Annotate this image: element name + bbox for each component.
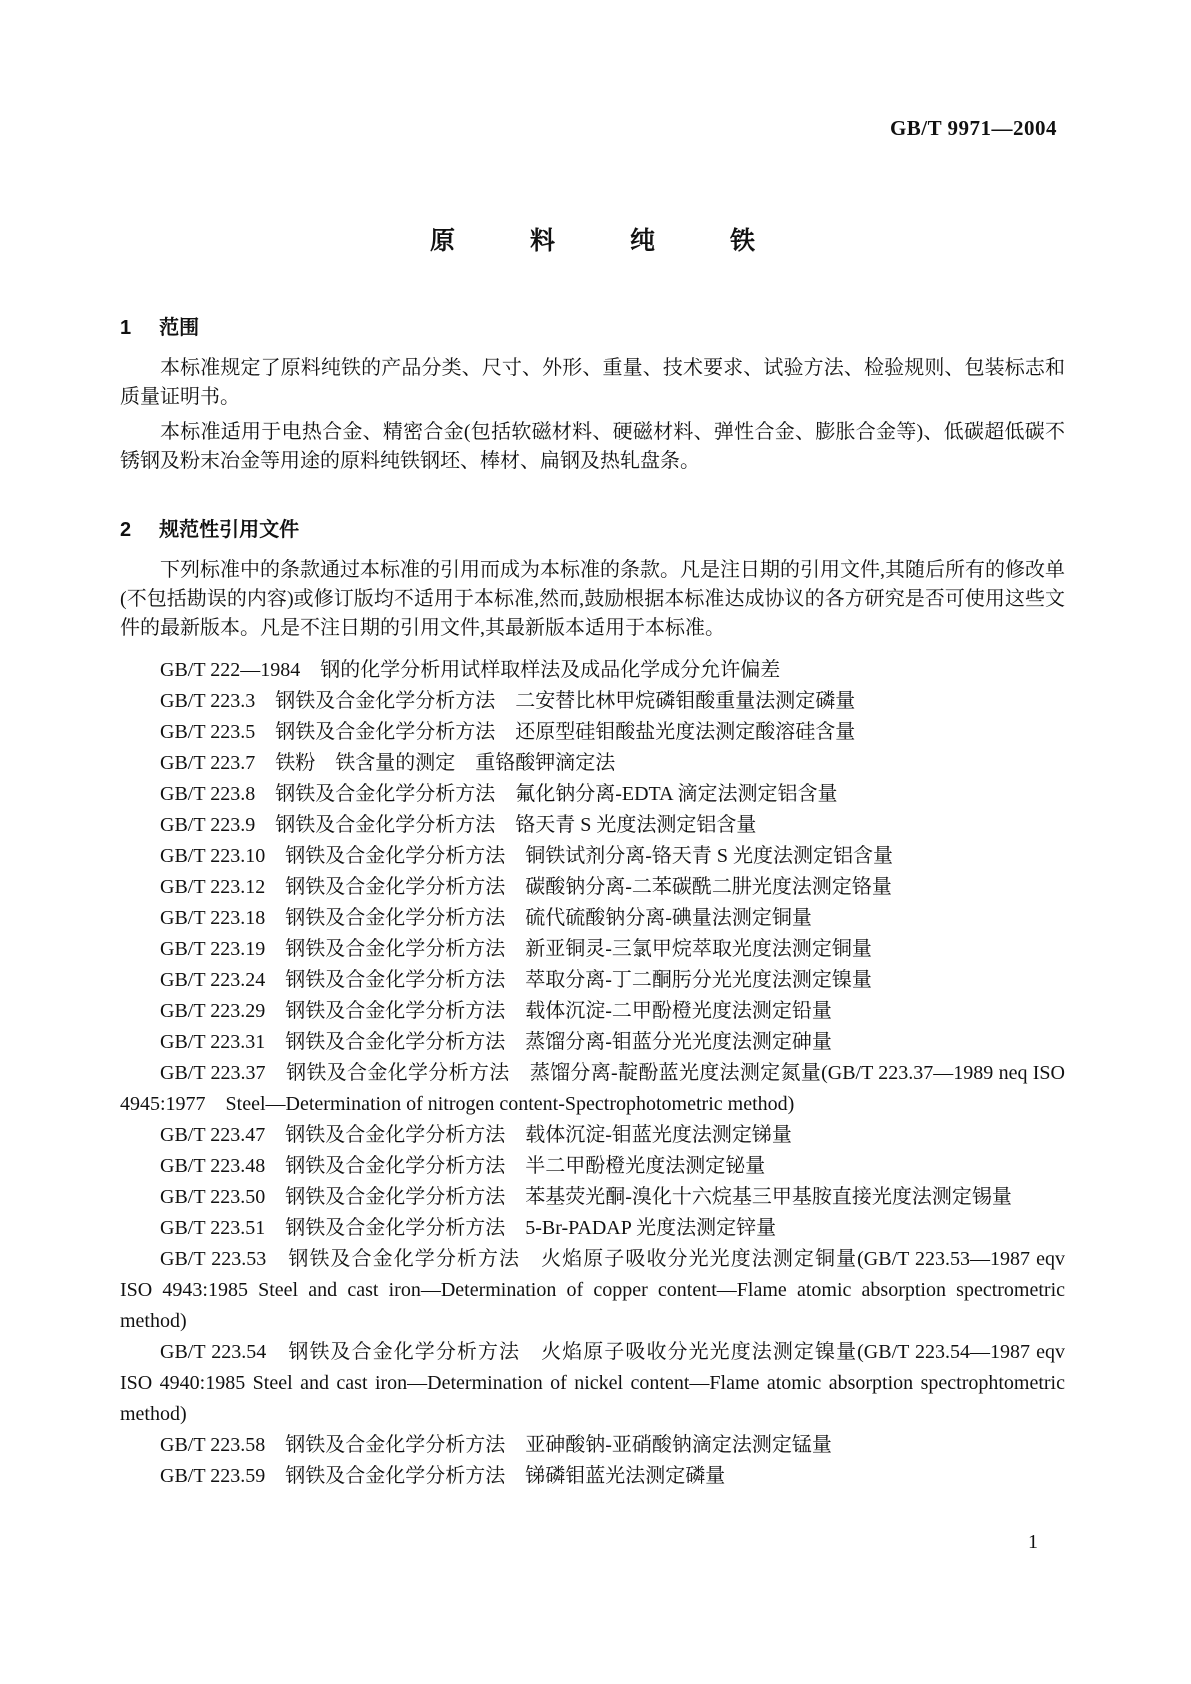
section-number: 1 [120,317,132,339]
standard-number: GB/T 9971—2004 [889,116,1057,140]
reference-item: GB/T 223.51 钢铁及合金化学分析方法 5-Br-PADAP 光度法测定锌量 [160,1217,777,1239]
reference-item: GB/T 222—1984 钢的化学分析用试样取样法及成品化学成分允许偏差 [160,659,781,681]
section-heading-references [120,518,1065,542]
reference-item: GB/T 223.58 钢铁及合金化学分析方法 亚砷酸钠-亚硝酸钠滴定法测定锰量 [160,1434,832,1456]
section-label: 规范性引用文件 [159,519,300,541]
reference-item: GB/T 223.31 钢铁及合金化学分析方法 蒸馏分离-钼蓝分光光度法测定砷量 [160,1031,832,1053]
reference-item: GB/T 223.53 钢铁及合金化学分析方法 火焰原子吸收分光光度法测定铜量(GB/T 223.53—1987 eqv ISO 4943:1985 Steel and cast iron—Determination of copper content—Flame atomic absorption spectrometric method) [120,1248,1065,1332]
page-number: 1 [1028,1531,1038,1553]
scope-paragraph-2: 本标准适用于电热合金、精密合金(包括软磁材料、硬磁材料、弹性合金、膨胀合金等)、低碳超低碳不锈钢及粉末冶金等用途的原料纯铁钢坯、棒材、扁钢及热轧盘条。 [120,421,1065,472]
reference-item: GB/T 223.48 钢铁及合金化学分析方法 半二甲酚橙光度法测定铋量 [160,1155,766,1177]
reference-item: GB/T 223.37 钢铁及合金化学分析方法 蒸馏分离-靛酚蓝光度法测定氮量(GB/T 223.37—1989 neq ISO 4945:1977 Steel—Determination of nitrogen content-Spectrophotometric method) [120,1062,1065,1115]
scope-paragraph-1: 本标准规定了原料纯铁的产品分类、尺寸、外形、重量、技术要求、试验方法、检验规则、包装标志和质量证明书。 [120,357,1065,408]
reference-item: GB/T 223.12 钢铁及合金化学分析方法 碳酸钠分离-二苯碳酰二肼光度法测定铬量 [160,876,892,898]
reference-item: GB/T 223.54 钢铁及合金化学分析方法 火焰原子吸收分光光度法测定镍量(GB/T 223.54—1987 eqv ISO 4940:1985 Steel and cast iron—Determination of nickel content—Flame atomic absorption spectrophtometric method) [120,1341,1065,1425]
reference-item: GB/T 223.19 钢铁及合金化学分析方法 新亚铜灵-三氯甲烷萃取光度法测定铜量 [160,938,872,960]
reference-item: GB/T 223.9 钢铁及合金化学分析方法 铬天青 S 光度法测定铝含量 [160,814,757,836]
document-content [120,0,1065,1492]
section-number: 2 [120,519,132,541]
reference-item: GB/T 223.10 钢铁及合金化学分析方法 铜铁试剂分离-铬天青 S 光度法测定铝含量 [160,845,893,867]
reference-item: GB/T 223.18 钢铁及合金化学分析方法 硫代硫酸钠分离-碘量法测定铜量 [160,907,812,929]
reference-item: GB/T 223.50 钢铁及合金化学分析方法 苯基荧光酮-溴化十六烷基三甲基胺直接光度法测定锡量 [160,1186,1012,1208]
reference-item: GB/T 223.47 钢铁及合金化学分析方法 载体沉淀-钼蓝光度法测定锑量 [160,1124,792,1146]
references-intro: 下列标准中的条款通过本标准的引用而成为本标准的条款。凡是注日期的引用文件,其随后所有的修改单(不包括勘误的内容)或修订版均不适用于本标准,然而,鼓励根据本标准达成协议的各方研究是否可使用这些文件的最新版本。凡是不注日期的引用文件,其最新版本适用于本标准。 [120,559,1065,639]
reference-item: GB/T 223.8 钢铁及合金化学分析方法 氟化钠分离-EDTA 滴定法测定铝含量 [160,783,838,805]
section-label: 范围 [159,317,200,339]
reference-item: GB/T 223.5 钢铁及合金化学分析方法 还原型硅钼酸盐光度法测定酸溶硅含量 [160,721,856,743]
references-list [120,655,1065,1492]
reference-item: GB/T 223.29 钢铁及合金化学分析方法 载体沉淀-二甲酚橙光度法测定铅量 [160,1000,832,1022]
reference-item: GB/T 223.7 铁粉 铁含量的测定 重铬酸钾滴定法 [160,752,616,774]
reference-item: GB/T 223.3 钢铁及合金化学分析方法 二安替比林甲烷磷钼酸重量法测定磷量 [160,690,856,712]
document-title: 原 料 纯 铁 [429,227,755,255]
reference-item: GB/T 223.24 钢铁及合金化学分析方法 萃取分离-丁二酮肟分光光度法测定镍量 [160,969,872,991]
section-heading-scope [120,316,1065,340]
reference-item: GB/T 223.59 钢铁及合金化学分析方法 锑磷钼蓝光法测定磷量 [160,1465,726,1487]
